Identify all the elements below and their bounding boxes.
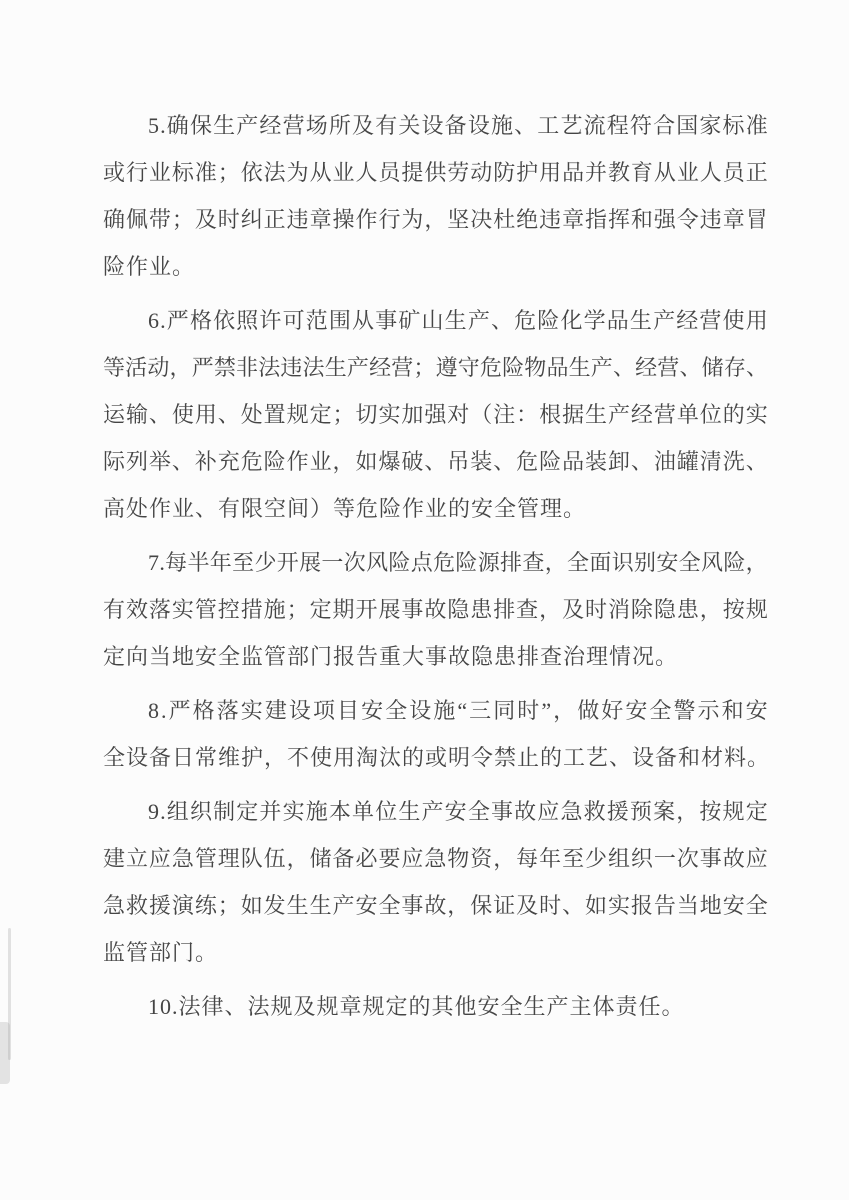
paragraph-10 [103,983,768,1030]
text-line: 等 活 动 ， 严 禁 非 法 违 法 生 产 经 营 ； 遵 守 危 险 物 品 生 产 、 经 营 、 储 存 、 [103,355,768,380]
text-line: 建 立 应 急 管 理 队 伍 ， 储 备 必 要 应 急 物 资 ， 每 年 至 少 组 织 一 次 事 故 应 [103,846,768,871]
text-line: 运 输 、 使 用 、 处 置 规 定 ； 切 实 加 强 对 （ 注 ： 根 据 生 产 经 营 单 位 的 实 [103,402,768,427]
text-line: 确 佩 带 ； 及 时 纠 正 违 章 操 作 行 为 ， 坚 决 杜 绝 违 章 指 挥 和 强 令 违 章 冒 [103,207,768,232]
text-line: 高处作业、有限空间）等危险作业的安全管理。 [103,496,587,521]
paragraph-8 [103,687,771,781]
text-line: 6 . 严 格 依 照 许 可 范 围 从 事 矿 山 生 产 、 危 险 化 学 品 生 产 经 营 使 用 [148,308,768,333]
text-line: 9 . 组 织 制 定 并 实 施 本 单 位 生 产 安 全 事 故 应 急 救 援 预 案 ， 按 规 定 [148,799,768,824]
text-line: 5 . 确 保 生 产 经 营 场 所 及 有 关 设 备 设 施 、 工 艺 流 程 符 合 国 家 标 准 [148,113,768,138]
text-line: 全设备日常维护，不使用淘汰的或明令禁止的工艺、设备和材料。 [103,745,771,770]
paragraph-6 [103,297,768,532]
paragraph-5 [103,102,768,290]
text-line: 8 . 严 格 落 实 建 设 项 目 安 全 设 施 “ 三 同 时 ” ， 做 好 安 全 警 示 和 安 [148,698,768,723]
paragraph-7 [103,539,768,680]
text-line: 险作业。 [103,254,196,279]
text-line: 监管部门。 [103,940,219,965]
paragraph-9 [103,788,768,976]
text-line: 有 效 落 实 管 控 措 施 ； 定 期 开 展 事 故 隐 患 排 查 ， 及 时 消 除 隐 患 ， 按 规 [103,597,768,622]
text-line: 7 . 每 半 年 至 少 开 展 一 次 风 险 点 危 险 源 排 查 ， 全 面 识 别 安 全 风 险 ， [148,550,768,575]
text-line: 急 救 援 演 练 ； 如 发 生 生 产 安 全 事 故 ， 保 证 及 时 、 如 实 报 告 当 地 安 全 [103,893,768,918]
text-line: 际 列 举 、 补 充 危 险 作 业 ， 如 爆 破 、 吊 装 、 危 险 品 装 卸 、 油 罐 清 洗 、 [103,449,768,474]
document-body [103,102,771,1037]
text-line: 或 行 业 标 准 ； 依 法 为 从 业 人 员 提 供 劳 动 防 护 用 品 并 教 育 从 业 人 员 正 [103,160,768,185]
text-line: 定向当地安全监管部门报告重大事故隐患排查治理情况。 [103,644,679,669]
text-line: 10.法律、法规及规章规定的其他安全生产主体责任。 [148,994,685,1019]
scan-artifact-smudge [0,1022,10,1084]
